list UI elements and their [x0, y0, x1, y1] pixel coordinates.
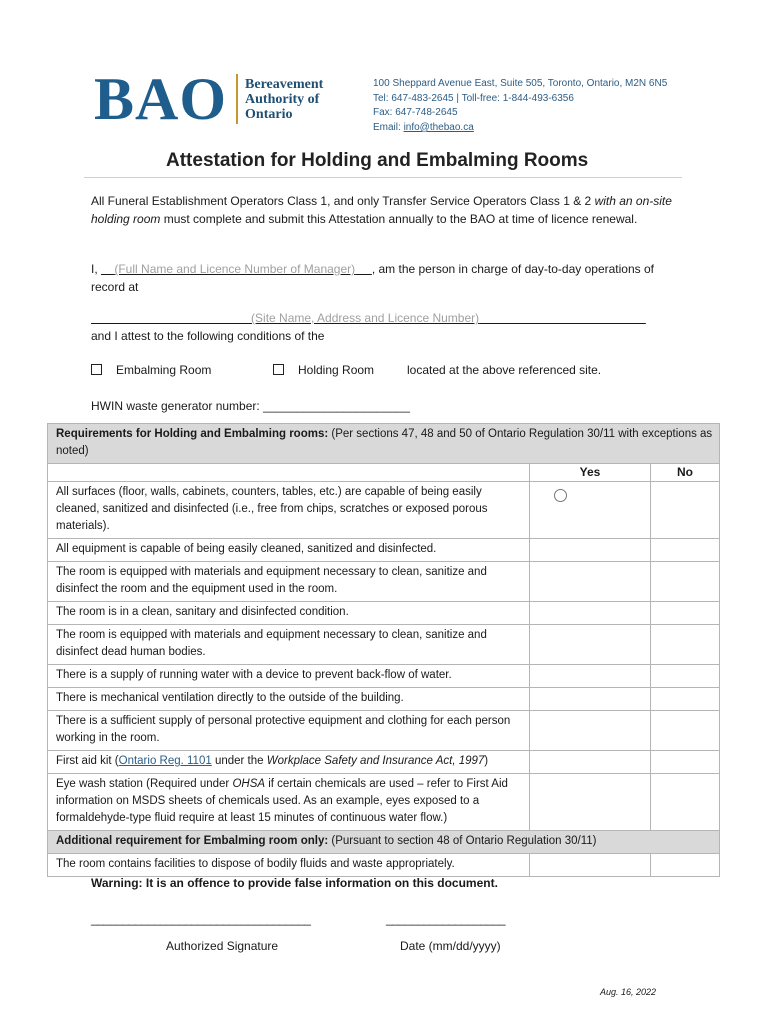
yes-cell[interactable] [530, 854, 651, 877]
manager-name-field[interactable]: (Full Name and Licence Number of Manager) [114, 262, 356, 276]
bao-logo [94, 66, 324, 132]
ontario-reg-link[interactable]: Ontario Reg. 1101 [118, 755, 212, 767]
table-row: The room is equipped with materials and equipment necessary to clean, sanitize and disinfect the room and the equipment used in the room. [48, 562, 720, 602]
no-cell[interactable] [651, 539, 720, 562]
no-cell[interactable] [651, 665, 720, 688]
table-row: The room is equipped with materials and equipment necessary to clean, sanitize and disinfect dead human bodies. [48, 625, 720, 665]
table-row: There is a supply of running water with a device to prevent back-flow of water. [48, 665, 720, 688]
no-cell[interactable] [651, 482, 720, 539]
no-column-header: No [651, 464, 720, 482]
logo-name: Bereavement Authority of Ontario [245, 76, 324, 122]
yes-cell[interactable] [530, 562, 651, 602]
site-field[interactable]: (Site Name, Address and Licence Number) [251, 311, 480, 325]
phone-line: Tel: 647-483-2645 | Toll-free: 1-844-493-6356 [373, 92, 574, 104]
located-text: located at the above referenced site. [407, 363, 602, 377]
title-divider [84, 177, 682, 178]
yes-cell[interactable] [530, 751, 651, 774]
no-cell[interactable] [651, 602, 720, 625]
signature-field[interactable]: ___________________________________ [91, 912, 311, 926]
additional-requirement-header: Additional requirement for Embalming room only: (Pursuant to section 48 of Ontario Regulation 30/11) [48, 831, 720, 854]
yes-column-header: Yes [530, 464, 651, 482]
yes-cell[interactable] [530, 539, 651, 562]
table-row: There is a sufficient supply of personal protective equipment and clothing for each person working in the room. [48, 711, 720, 751]
embalming-room-option[interactable]: Embalming Room [91, 363, 211, 377]
radio-button-icon[interactable] [554, 489, 567, 502]
requirements-table [47, 423, 720, 877]
intro-paragraph: All Funeral Establishment Operators Class 1, and only Transfer Service Operators Class 1 & 2 with an on-site holding room must complete and submit this Attestation annually to the BAO at time of licence renewal. [91, 194, 672, 226]
date-field[interactable]: ___________________ [386, 912, 506, 926]
no-cell[interactable] [651, 711, 720, 751]
no-cell[interactable] [651, 625, 720, 665]
yes-cell[interactable] [530, 625, 651, 665]
no-cell[interactable] [651, 854, 720, 877]
no-cell[interactable] [651, 688, 720, 711]
warning-text: Warning: It is an offence to provide false information on this document. [91, 876, 498, 890]
hwin-line: HWIN waste generator number: ______________________ [91, 399, 410, 413]
holding-room-option[interactable]: Holding Room [273, 363, 374, 377]
date-label: Date (mm/dd/yyyy) [400, 939, 501, 953]
checkbox-icon[interactable] [273, 364, 284, 375]
email-link[interactable]: info@thebao.ca [403, 121, 474, 133]
table-row: The room contains facilities to dispose of bodily fluids and waste appropriately. [48, 854, 720, 877]
no-cell[interactable] [651, 751, 720, 774]
manager-statement: I, (Full Name and Licence Number of Manager) , am the person in charge of day-to-day operations of record at [91, 262, 654, 294]
yes-cell[interactable] [530, 774, 651, 831]
site-field-line [91, 309, 681, 327]
conditions-text: and I attest to the following conditions of the [91, 329, 325, 343]
yes-cell[interactable] [530, 482, 651, 539]
logo-mark: BAO [94, 66, 228, 132]
yes-cell[interactable] [530, 602, 651, 625]
email-line: Email: info@thebao.ca [373, 121, 474, 133]
table-row: First aid kit (Ontario Reg. 1101 under the Workplace Safety and Insurance Act, 1997) [48, 751, 720, 774]
page-title: Attestation for Holding and Embalming Rooms [166, 150, 589, 171]
no-cell[interactable] [651, 774, 720, 831]
table-row: The room is in a clean, sanitary and disinfected condition. [48, 602, 720, 625]
table-row: Eye wash station (Required under OHSA if certain chemicals are used – refer to First Aid information on MSDS sheets of chemicals used. As an example, eyes exposed to a formaldehyde-type fluid require at least 15 minutes of continuous water flow.) [48, 774, 720, 831]
table-header-row: Requirements for Holding and Embalming rooms: (Per sections 47, 48 and 50 of Ontario Regulation 30/11 with exceptions as noted) [48, 424, 720, 464]
checkbox-icon[interactable] [91, 364, 102, 375]
yes-cell[interactable] [530, 665, 651, 688]
table-row: There is mechanical ventilation directly to the outside of the building. [48, 688, 720, 711]
yes-cell[interactable] [530, 688, 651, 711]
logo-divider [236, 74, 238, 124]
no-cell[interactable] [651, 562, 720, 602]
hwin-field[interactable]: ______________________ [263, 399, 410, 413]
yes-cell[interactable] [530, 711, 651, 751]
signature-label: Authorized Signature [166, 939, 279, 953]
revision-date: Aug. 16, 2022 [600, 987, 657, 997]
column-header-row [48, 464, 720, 482]
table-row: All surfaces (floor, walls, cabinets, counters, tables, etc.) are capable of being easily cleaned, sanitized and disinfected (i.e., free from chips, scratches or exposed porous materials). [48, 482, 720, 539]
table-row: All equipment is capable of being easily cleaned, sanitized and disinfected. [48, 539, 720, 562]
address: 100 Sheppard Avenue East, Suite 505, Toronto, Ontario, M2N 6N5 [373, 78, 668, 89]
fax: Fax: 647-748-2645 [373, 107, 458, 119]
contact-info [373, 77, 667, 135]
